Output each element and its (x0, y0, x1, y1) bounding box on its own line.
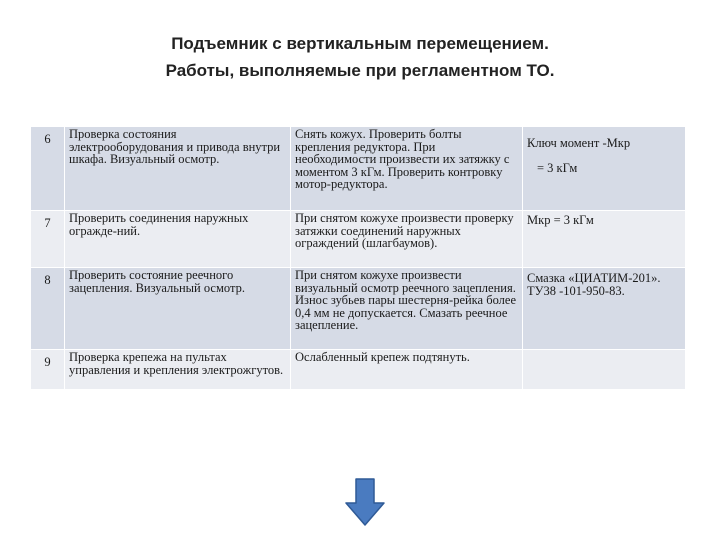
tool-text: Ключ момент -Мкр (527, 136, 631, 150)
slide-title-line-1: Подъемник с вертикальным перемещением. (171, 34, 549, 53)
check-cell: Проверка крепежа на пультах управления и крепления электрожгутов. (65, 350, 291, 390)
table-row (31, 268, 686, 350)
row-number: 6 (44, 132, 51, 146)
tool-cell (523, 127, 686, 211)
tool-text: = 3 кГм (537, 160, 578, 175)
check-cell: Проверить состояние реечного зацепления. Визуальный осмотр. (65, 268, 291, 350)
action-cell: Ослабленный крепеж подтянуть. (291, 350, 523, 390)
tool-text: Смазка «ЦИАТИМ-201». ТУ38 -101-950-83. (527, 271, 661, 298)
down-arrow-shape (346, 479, 384, 525)
maintenance-table (30, 126, 686, 390)
table-row (31, 127, 686, 211)
down-arrow-icon[interactable] (345, 478, 385, 526)
tool-cell (523, 211, 686, 268)
row-number-cell (31, 268, 65, 350)
tool-cell (523, 350, 686, 390)
check-cell: Проверить соединения наружных огражде-ний. (65, 211, 291, 268)
action-cell: При снятом кожухе произвести визуальный осмотр реечного зацепления. Износ зубьев пары шестерня-рейка более 0,4 мм не допускается. Смазать реечное зацепление. (291, 268, 523, 350)
table-row (31, 211, 686, 268)
row-number-cell (31, 350, 65, 390)
row-number-cell (31, 211, 65, 268)
table-row (31, 350, 686, 390)
action-cell: При снятом кожухе произвести проверку затяжки соединений наружных ограждений (шлагбаумов). (291, 211, 523, 268)
row-number: 9 (44, 355, 51, 369)
slide-title (0, 30, 720, 84)
tool-text: Мкр = 3 кГм (527, 213, 594, 227)
row-number-cell (31, 127, 65, 211)
check-cell: Проверка состояния электрооборудования и привода внутри шкафа. Визуальный осмотр. (65, 127, 291, 211)
slide-title-line-2: Работы, выполняемые при регламентном ТО. (165, 61, 555, 80)
row-number: 8 (44, 273, 51, 287)
tool-cell (523, 268, 686, 350)
action-cell: Снять кожух. Проверить болты крепления редуктора. При необходимости произвести их затяжку с моментом 3 кГм. Проверить контровку мотор-редуктора. (291, 127, 523, 211)
row-number: 7 (44, 216, 51, 230)
